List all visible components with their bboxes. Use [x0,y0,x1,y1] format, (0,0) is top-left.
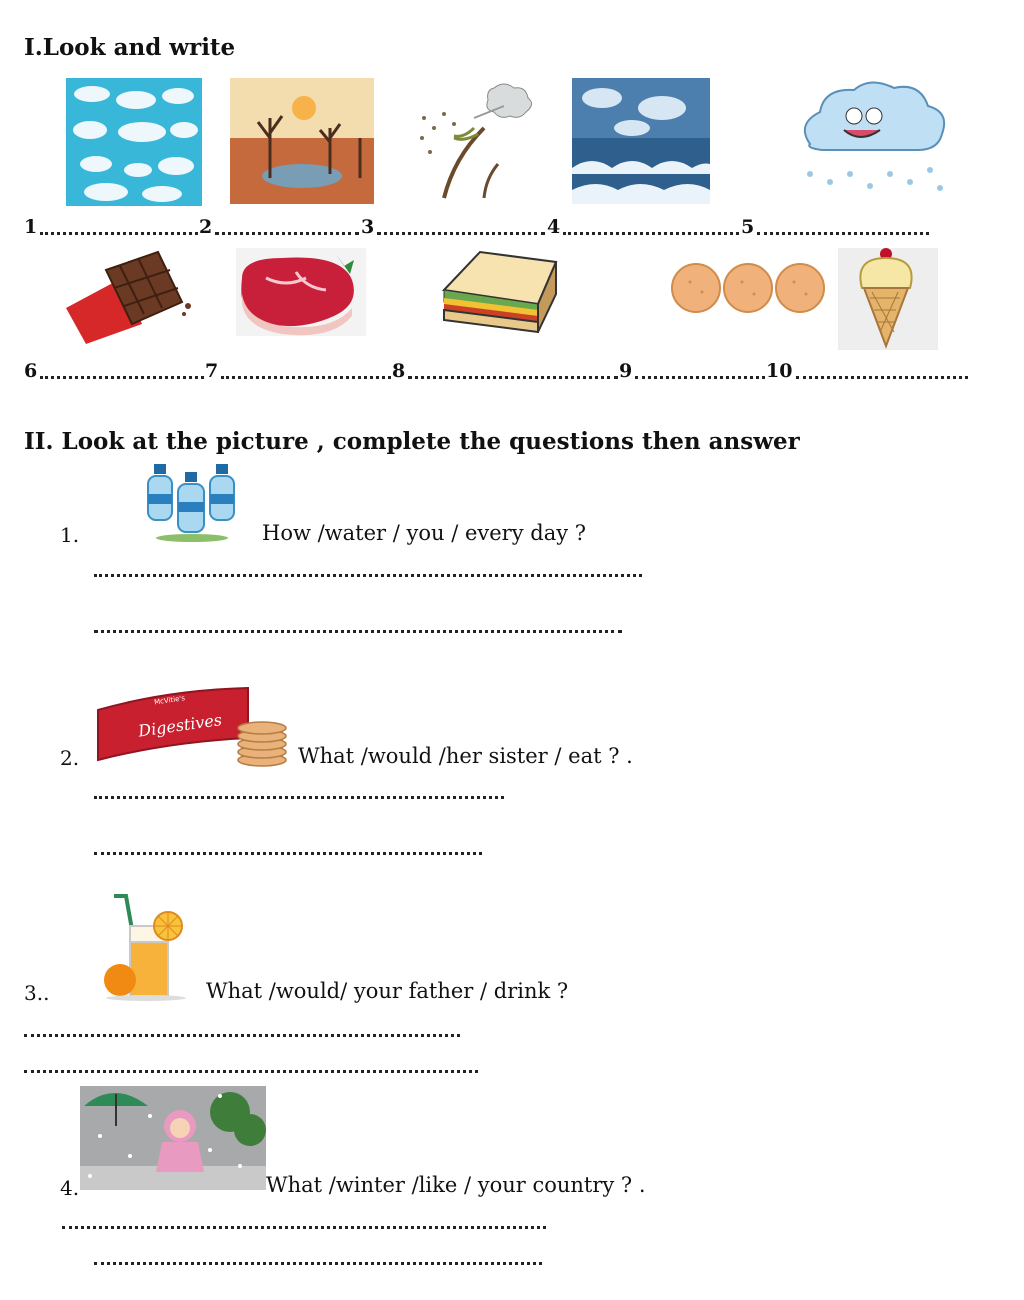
label-2: 2 [199,216,213,238]
stormy-sea-image [572,78,710,204]
section-1-title: I.Look and write [24,34,236,61]
question-1-number: 1. [60,523,80,547]
question-2-prompt: What /would /her sister / eat ? . [298,744,633,768]
question-4-line-1[interactable] [62,1226,546,1229]
ice-cream-image [838,248,938,350]
question-1-prompt: How /water / you / every day ? [262,521,587,545]
label-10: 10 [766,360,793,382]
answer-line-8[interactable] [408,376,618,379]
chocolate-image [62,248,196,348]
question-3-prompt: What /would/ your father / drink ? [206,979,569,1003]
digestives-maker-text: McVitie's [153,694,186,707]
sandwich-image [440,248,560,340]
rain-cloud-image [790,78,960,204]
dry-land-image [230,78,374,204]
question-1-line-1[interactable] [94,574,642,577]
biscuits-image [668,258,828,318]
question-3-line-2[interactable] [24,1070,478,1073]
label-1: 1 [24,216,38,238]
cloudy-sky-image [66,78,202,206]
question-2-number: 2. [60,746,80,770]
answer-line-6[interactable] [40,376,204,379]
question-3-number: 3.. [24,981,50,1005]
label-3: 3 [361,216,375,238]
answer-line-4[interactable] [563,232,739,235]
label-4: 4 [547,216,561,238]
question-4-line-2[interactable] [94,1262,542,1265]
answer-line-10[interactable] [796,376,968,379]
label-6: 6 [24,360,38,382]
answer-line-5[interactable] [757,232,929,235]
answer-line-3[interactable] [377,232,545,235]
digestives-brand-text: Digestives [137,710,224,741]
answer-line-1[interactable] [40,232,198,235]
digestives-pack-image [92,680,288,768]
question-2-line-2[interactable] [94,852,482,855]
label-8: 8 [392,360,406,382]
answer-line-2[interactable] [215,232,359,235]
label-5: 5 [741,216,755,238]
rainy-girl-image [80,1086,266,1190]
section-2-title: II. Look at the picture , complete the questions then answer [24,428,800,455]
answer-line-7[interactable] [221,376,391,379]
windy-image [404,78,538,202]
label-9: 9 [619,360,633,382]
label-7: 7 [205,360,219,382]
question-3-line-1[interactable] [24,1034,460,1037]
water-bottles-image [140,460,244,544]
question-4-number: 4. [60,1176,80,1200]
answer-line-9[interactable] [635,376,765,379]
question-1-line-2[interactable] [94,630,622,633]
question-2-line-1[interactable] [94,796,504,799]
orange-juice-image [98,892,194,1002]
meat-steak-image [236,248,366,336]
question-4-prompt: What /winter /like / your country ? . [266,1173,646,1197]
